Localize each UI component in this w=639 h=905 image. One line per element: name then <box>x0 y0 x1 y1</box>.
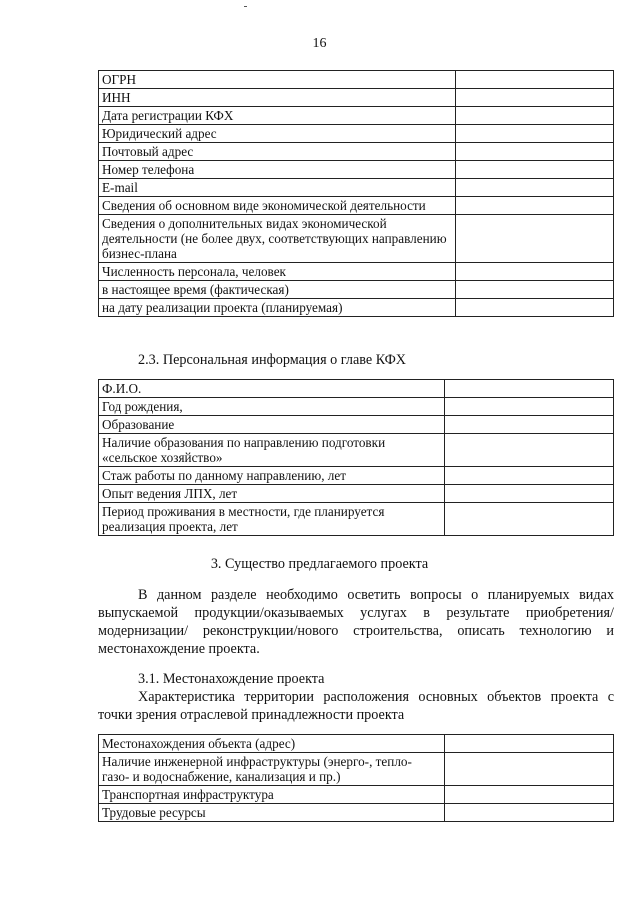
value-cell <box>456 263 614 281</box>
row-label-staff-planned: на дату реализации проекта (планируемая) <box>99 299 456 317</box>
value-cell <box>445 434 614 467</box>
row-label-additional-activity: Сведения о дополнительных видах экономической деятельности (не более двух, соответствующих направлению бизнес-плана <box>99 215 456 263</box>
section-3-1-paragraph: Характеристика территории расположения основных объектов проекта с точки зрения отраслевой принадлежности проекта <box>98 689 614 723</box>
section-heading-2-3: 2.3. Персональная информация о главе КФХ <box>138 352 407 368</box>
section-heading-3: 3. Существо предлагаемого проекта <box>210 556 429 572</box>
table-row <box>99 380 614 398</box>
value-cell <box>445 485 614 503</box>
table-row <box>99 89 614 107</box>
table-row <box>99 804 614 822</box>
value-cell <box>456 299 614 317</box>
row-label-agri-education: Наличие образования по направлению подготовки «сельское хозяйство» <box>99 434 445 467</box>
table-row <box>99 161 614 179</box>
row-label-inn: ИНН <box>99 89 456 107</box>
row-label-legal-address: Юридический адрес <box>99 125 456 143</box>
row-label-staff-current: в настоящее время (фактическая) <box>99 281 456 299</box>
table-row <box>99 503 614 536</box>
row-label-lph-experience: Опыт ведения ЛПХ, лет <box>99 485 445 503</box>
row-label-email: E-mail <box>99 179 456 197</box>
table-row <box>99 71 614 89</box>
value-cell <box>445 398 614 416</box>
value-cell <box>445 467 614 485</box>
value-cell <box>456 143 614 161</box>
table-row <box>99 263 614 281</box>
row-label-engineering-infrastructure: Наличие инженерной инфраструктуры (энерго-, тепло- газо- и водоснабжение, канализация и пр.) <box>99 753 445 786</box>
table-row <box>99 299 614 317</box>
section-heading-3-1: 3.1. Местонахождение проекта <box>138 671 325 687</box>
row-label-work-experience: Стаж работы по данному направлению, лет <box>99 467 445 485</box>
table-row <box>99 467 614 485</box>
table-row <box>99 485 614 503</box>
row-label-main-activity: Сведения об основном виде экономической деятельности <box>99 197 456 215</box>
row-label-full-name: Ф.И.О. <box>99 380 445 398</box>
table-row <box>99 398 614 416</box>
table-row <box>99 416 614 434</box>
value-cell <box>456 71 614 89</box>
value-cell <box>456 215 614 263</box>
location-table <box>98 734 614 822</box>
table-row <box>99 786 614 804</box>
table-row <box>99 143 614 161</box>
row-label-postal-address: Почтовый адрес <box>99 143 456 161</box>
value-cell <box>445 786 614 804</box>
table-row <box>99 179 614 197</box>
section-3-paragraph: В данном разделе необходимо осветить вопросы о планируемых видах выпускаемой продукции/оказываемых услугах в результате приобретения/модернизации/ реконструкции/нового строительства, описать технологию и местонахождение проекта. <box>98 587 614 657</box>
value-cell <box>456 125 614 143</box>
scan-mark <box>244 6 247 7</box>
value-cell <box>456 281 614 299</box>
table-row <box>99 125 614 143</box>
value-cell <box>445 804 614 822</box>
table-row <box>99 197 614 215</box>
value-cell <box>456 197 614 215</box>
row-label-registration-date: Дата регистрации КФХ <box>99 107 456 125</box>
table-row <box>99 753 614 786</box>
row-label-staff-count: Численность персонала, человек <box>99 263 456 281</box>
value-cell <box>456 161 614 179</box>
company-info-table <box>98 70 614 317</box>
row-label-phone: Номер телефона <box>99 161 456 179</box>
value-cell <box>445 380 614 398</box>
value-cell <box>456 89 614 107</box>
value-cell <box>445 735 614 753</box>
row-label-transport-infrastructure: Транспортная инфраструктура <box>99 786 445 804</box>
row-label-residence-period: Период проживания в местности, где планируется реализация проекта, лет <box>99 503 445 536</box>
head-info-table <box>98 379 614 536</box>
table-row <box>99 735 614 753</box>
table-row <box>99 107 614 125</box>
value-cell <box>445 753 614 786</box>
row-label-object-address: Местонахождения объекта (адрес) <box>99 735 445 753</box>
value-cell <box>445 503 614 536</box>
row-label-birth-year: Год рождения, <box>99 398 445 416</box>
table-row <box>99 434 614 467</box>
row-label-labor-resources: Трудовые ресурсы <box>99 804 445 822</box>
value-cell <box>456 107 614 125</box>
row-label-ogrn: ОГРН <box>99 71 456 89</box>
page-number: 16 <box>312 36 327 51</box>
value-cell <box>456 179 614 197</box>
table-row <box>99 281 614 299</box>
table-row <box>99 215 614 263</box>
value-cell <box>445 416 614 434</box>
row-label-education: Образование <box>99 416 445 434</box>
